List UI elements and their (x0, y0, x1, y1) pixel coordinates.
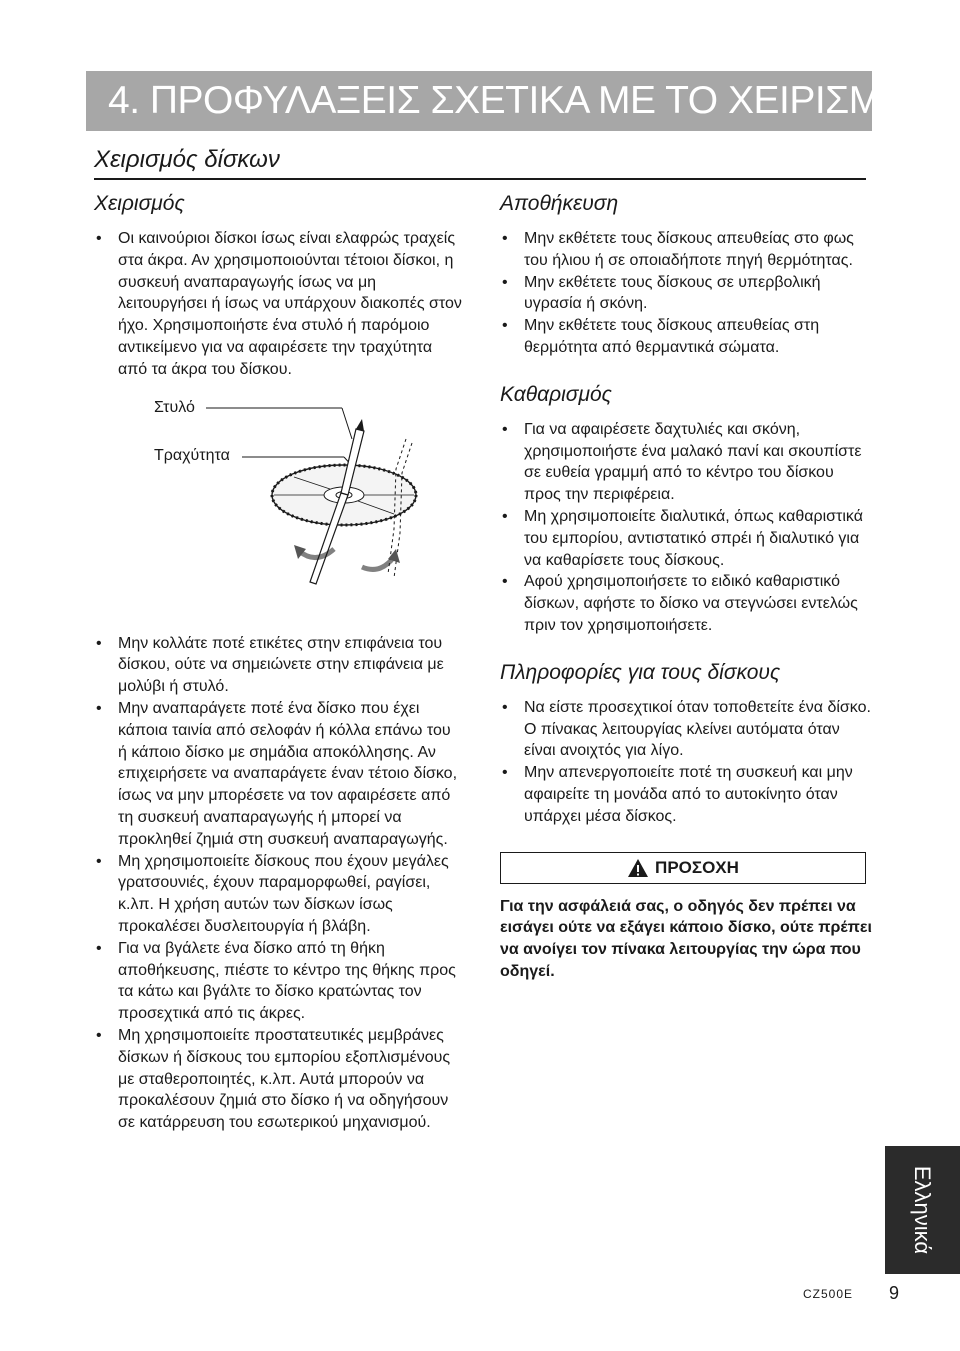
list-item: • Μην απενεργοποιείτε ποτέ τη συσκευή και μην αφαιρείτε τη μονάδα από το αυτοκίνητο όταν υπάρχει μέσα δίσκος. (500, 762, 872, 827)
disc-info-heading: Πληροφορίες για τους δίσκους (500, 660, 781, 684)
list-item: • Οι καινούριοι δίσκοι ίσως είναι ελαφρώς τραχείς στα άκρα. Αν χρησιμοποιούνται τέτοιοι δίσκοι, η συσκευή αναπαραγωγής ίσως να μη λειτουργήσει ή ίσως να υπάρχουν διακοπές στον ήχο. Χρησιμοποιήστε ένα στυλό ή παρόμοιο αντικείμενο για να αφαιρέσετε την τραχύτητα από τα άκρα του δίσκου. (94, 228, 462, 381)
caution-label: ΠΡΟΣΟΧΗ (655, 857, 739, 877)
cleaning-heading: Καθαρισμός (500, 382, 612, 406)
language-tab (885, 1146, 960, 1274)
chapter-title: 4. ΠΡΟΦΥΛΑΞΕΙΣ ΣΧΕΤΙΚΑ ΜΕ ΤΟ ΧΕΙΡΙΣΜΟ (86, 71, 872, 131)
section-title: Χειρισμός δίσκων (94, 146, 866, 180)
list-item: • Μη χρησιμοποιείτε δίσκους που έχουν μεγάλες γρατσουνιές, έχουν παραμορφωθεί, ραγίσει, κ.λπ. Η χρήση αυτών των δίσκων ίσως προκαλέσει δυσλειτουργία ή βλάβη. (94, 851, 462, 938)
left-column (94, 190, 462, 1134)
model-number: CZ500E (803, 1287, 854, 1301)
list-item: • Μην εκθέτετε τους δίσκους σε υπερβολική υγρασία ή σκόνη. (500, 272, 872, 316)
list-item: • Μη χρησιμοποιείτε προστατευτικές μεμβράνες δίσκων ή δίσκους του εμπορίου εξοπλισμένους με σταθεροποιητές, κ.λπ. Αυτά μπορούν να προκαλέσουν ζημιά στο δίσκο ή να οδηγήσουν σε κατάρρευση του εσωτερικού μηχανισμού. (94, 1025, 462, 1134)
handling-list-top (94, 228, 462, 381)
roughness-label: Τραχύτητα (154, 446, 230, 464)
page-number: 9 (889, 1283, 900, 1303)
list-item: • Για να βγάλετε ένα δίσκο από τη θήκη αποθήκευσης, πιέστε το κέντρο της θήκης προς τα κάτω και βγάλτε το δίσκο κρατώντας τον προσεχτικά από τις άκρες. (94, 938, 462, 1025)
storage-list (500, 228, 872, 359)
caution-box (500, 852, 866, 884)
disc-illustration (94, 399, 462, 621)
disc-figure (94, 399, 462, 621)
handling-list-bottom (94, 633, 462, 1134)
caution-text: Για την ασφάλειά σας, ο οδηγός δεν πρέπει να εισάγει ούτε να εξάγει κάποιο δίσκο, ούτε πρέπει να ανοίγει τον πίνακα λειτουργίας την ώρα που οδηγεί. (500, 897, 872, 980)
cleaning-list (500, 419, 872, 637)
list-item: • Μην εκθέτετε τους δίσκους απευθείας στο φως του ήλιου ή σε οποιαδήποτε πηγή θερμότητας. (500, 228, 872, 272)
list-item: • Για να αφαιρέσετε δαχτυλιές και σκόνη, χρησιμοποιήστε ένα μαλακό πανί και σκουπίστε σε ευθεία γραμμή από το κέντρο του δίσκου προς την περιφέρεια. (500, 419, 872, 506)
list-item: • Να είστε προσεχτικοί όταν τοποθετείτε ένα δίσκο. Ο πίνακας λειτουργίας κλείνει αυτόματα όταν είναι ανοιχτός για λίγο. (500, 697, 872, 762)
warning-icon (627, 858, 649, 878)
language-tab-label: Ελληνικά (910, 1165, 936, 1255)
storage-heading: Αποθήκευση (500, 192, 619, 215)
pen-label: Στυλό (154, 398, 195, 416)
list-item: • Αφού χρησιμοποιήσετε το ειδικό καθαριστικό δίσκων, αφήστε το δίσκο να στεγνώσει εντελώς πριν τον χρησιμοποιήσετε. (500, 571, 872, 636)
list-item: • Μη χρησιμοποιείτε διαλυτικά, όπως καθαριστικά του εμπορίου, αντιστατικό σπρέι ή διαλυτικό για να καθαρίσετε τους δίσκους. (500, 506, 872, 571)
list-item: • Μην αναπαράγετε ποτέ ένα δίσκο που έχει κάποια ταινία από σελοφάν ή κόλλα επάνω του ή κάποιο δίσκο με σημάδια αποκόλλησης. Αν επιχειρήσετε να αναπαράγετε έναν τέτοιο δίσκο, ίσως να μην μπορέσετε να τον αφαιρέσετε από τη συσκευή αναπαραγωγής ή μπορεί να προκληθεί ζημιά στη συσκευή αναπαραγωγής. (94, 698, 462, 851)
list-item: • Μην κολλάτε ποτέ ετικέτες στην επιφάνεια του δίσκου, ούτε να σημειώνετε στην επιφάνεια με μολύβι ή στυλό. (94, 633, 462, 698)
handling-heading: Χειρισμός (94, 192, 185, 215)
right-column (500, 190, 872, 983)
disc-info-list (500, 697, 872, 828)
list-item: • Μην εκθέτετε τους δίσκους απευθείας στη θερμότητα από θερμαντικά σώματα. (500, 315, 872, 359)
